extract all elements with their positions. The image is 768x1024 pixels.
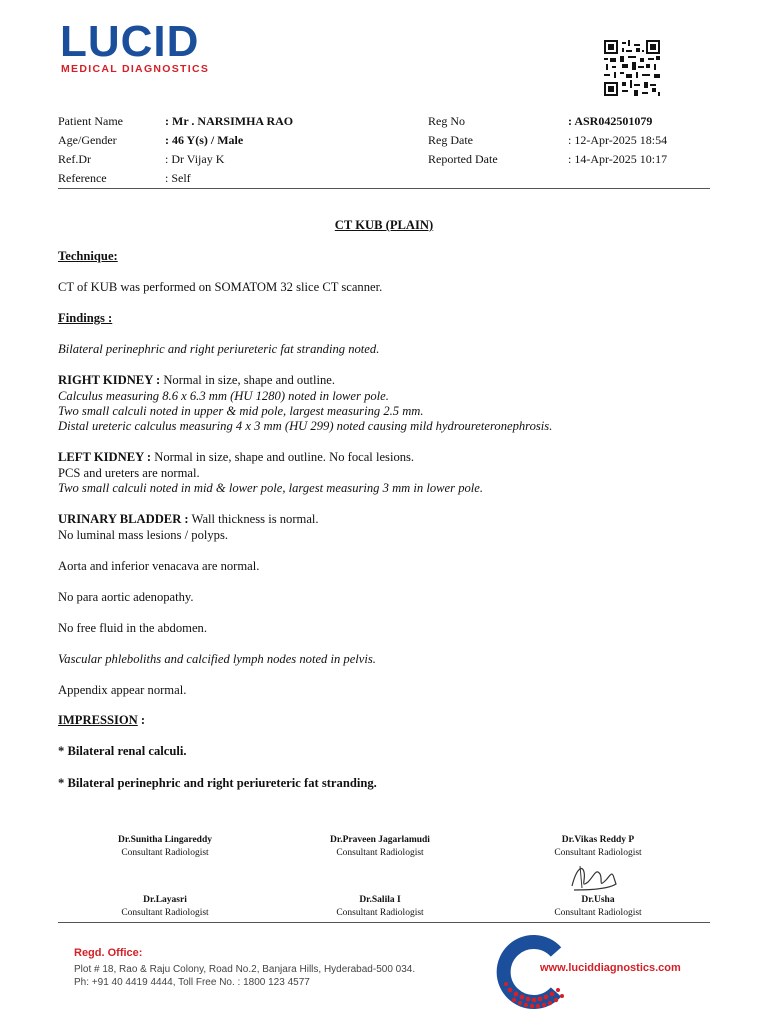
left-kidney-label: LEFT KIDNEY : <box>58 450 152 464</box>
age-gender-value: : 46 Y(s) / Male <box>165 133 244 147</box>
findings-heading: Findings : <box>58 311 113 325</box>
reference-label: Reference <box>58 171 107 185</box>
left-kidney-detail: Two small calculi noted in mid & lower pole, largest measuring 3 mm in lower pole. <box>58 481 484 495</box>
signature-block <box>508 894 688 920</box>
signature-block <box>290 834 470 860</box>
report-title: CT KUB (PLAIN) <box>334 218 434 232</box>
technique-heading: Technique: <box>58 249 118 263</box>
impression-colon: : <box>137 713 146 727</box>
bladder-text: Wall thickness is normal. <box>188 512 319 526</box>
office-heading: Regd. Office: <box>74 947 143 959</box>
right-kidney-line <box>58 373 335 388</box>
office-phone: Ph: +91 40 4419 4444, Toll Free No. : 1800 123 4577 <box>74 977 310 988</box>
impression-heading: IMPRESSION <box>58 713 138 727</box>
doctor-name: Dr.Sunitha Lingareddy <box>118 835 212 845</box>
doctor-role: Consultant Radiologist <box>554 908 642 918</box>
reg-no-label: Reg No <box>428 114 465 128</box>
logo-subtitle: MEDICAL DIAGNOSTICS <box>61 63 210 75</box>
doctor-role: Consultant Radiologist <box>336 908 424 918</box>
reg-date-label: Reg Date <box>428 133 473 147</box>
left-kidney-detail: PCS and ureters are normal. <box>58 466 200 480</box>
adenopathy-text: No para aortic adenopathy. <box>58 590 194 604</box>
doctor-name: Dr.Praveen Jagarlamudi <box>330 835 430 845</box>
reported-date-label: Reported Date <box>428 152 498 166</box>
bladder-line <box>58 512 319 527</box>
bladder-detail: No luminal mass lesions / polyps. <box>58 528 229 542</box>
signature-block <box>75 834 255 860</box>
logo-wordmark: LUCID <box>60 17 200 66</box>
findings-intro: Bilateral perinephric and right periureteric fat stranding noted. <box>58 342 380 356</box>
age-gender-label: Age/Gender <box>58 133 117 147</box>
doctor-name: Dr.Usha <box>581 895 615 905</box>
appendix-text: Appendix appear normal. <box>58 683 187 697</box>
header-divider <box>58 188 710 189</box>
doctor-role: Consultant Radiologist <box>336 848 424 858</box>
impression-heading-line <box>58 713 145 728</box>
signature-block <box>290 894 470 920</box>
doctor-role: Consultant Radiologist <box>121 848 209 858</box>
doctor-name: Dr.Vikas Reddy P <box>561 835 635 845</box>
patient-name-label: Patient Name <box>58 114 123 128</box>
signature-block <box>508 834 688 860</box>
right-kidney-detail: Calculus measuring 8.6 x 6.3 mm (HU 1280) noted in lower pole. <box>58 389 389 403</box>
right-kidney-detail: Two small calculi noted in upper & mid pole, largest measuring 2.5 mm. <box>58 404 424 418</box>
reg-date-value: : 12-Apr-2025 18:54 <box>568 133 668 147</box>
office-address: Plot # 18, Rao & Raju Colony, Road No.2, Banjara Hills, Hyderabad-500 034. <box>74 964 416 975</box>
qr-code-icon <box>604 40 660 96</box>
doctor-name: Dr.Salila I <box>359 895 401 905</box>
technique-text: CT of KUB was performed on SOMATOM 32 slice CT scanner. <box>58 280 383 294</box>
signature-block <box>75 894 255 920</box>
right-kidney-label: RIGHT KIDNEY : <box>58 373 161 387</box>
website-link[interactable]: www.luciddiagnostics.com <box>540 962 681 974</box>
impression-item: * Bilateral perinephric and right periureteric fat stranding. <box>58 776 377 790</box>
reference-value: : Self <box>165 171 191 185</box>
bladder-label: URINARY BLADDER : <box>58 512 189 526</box>
right-kidney-text: Normal in size, shape and outline. <box>160 373 336 387</box>
right-kidney-detail: Distal ureteric calculus measuring 4 x 3 mm (HU 299) noted causing mild hydroureteronephrosis. <box>58 419 553 433</box>
doctor-role: Consultant Radiologist <box>121 908 209 918</box>
left-kidney-text: Normal in size, shape and outline. No focal lesions. <box>151 450 415 464</box>
handwritten-signature <box>566 858 626 894</box>
impression-item: * Bilateral renal calculi. <box>58 744 187 758</box>
phleboliths-text: Vascular phleboliths and calcified lymph nodes noted in pelvis. <box>58 652 376 666</box>
reported-date-value: : 14-Apr-2025 10:17 <box>568 152 668 166</box>
doctor-name: Dr.Layasri <box>143 895 187 905</box>
patient-name-value: : Mr . NARSIMHA RAO <box>165 114 294 128</box>
ref-dr-value: : Dr Vijay K <box>165 152 225 166</box>
footer-divider <box>58 922 710 923</box>
ref-dr-label: Ref.Dr <box>58 152 91 166</box>
reg-no-value: : ASR042501079 <box>568 114 653 128</box>
free-fluid-text: No free fluid in the abdomen. <box>58 621 207 635</box>
left-kidney-line <box>58 450 414 465</box>
aorta-text: Aorta and inferior venacava are normal. <box>58 559 260 573</box>
doctor-role: Consultant Radiologist <box>554 848 642 858</box>
